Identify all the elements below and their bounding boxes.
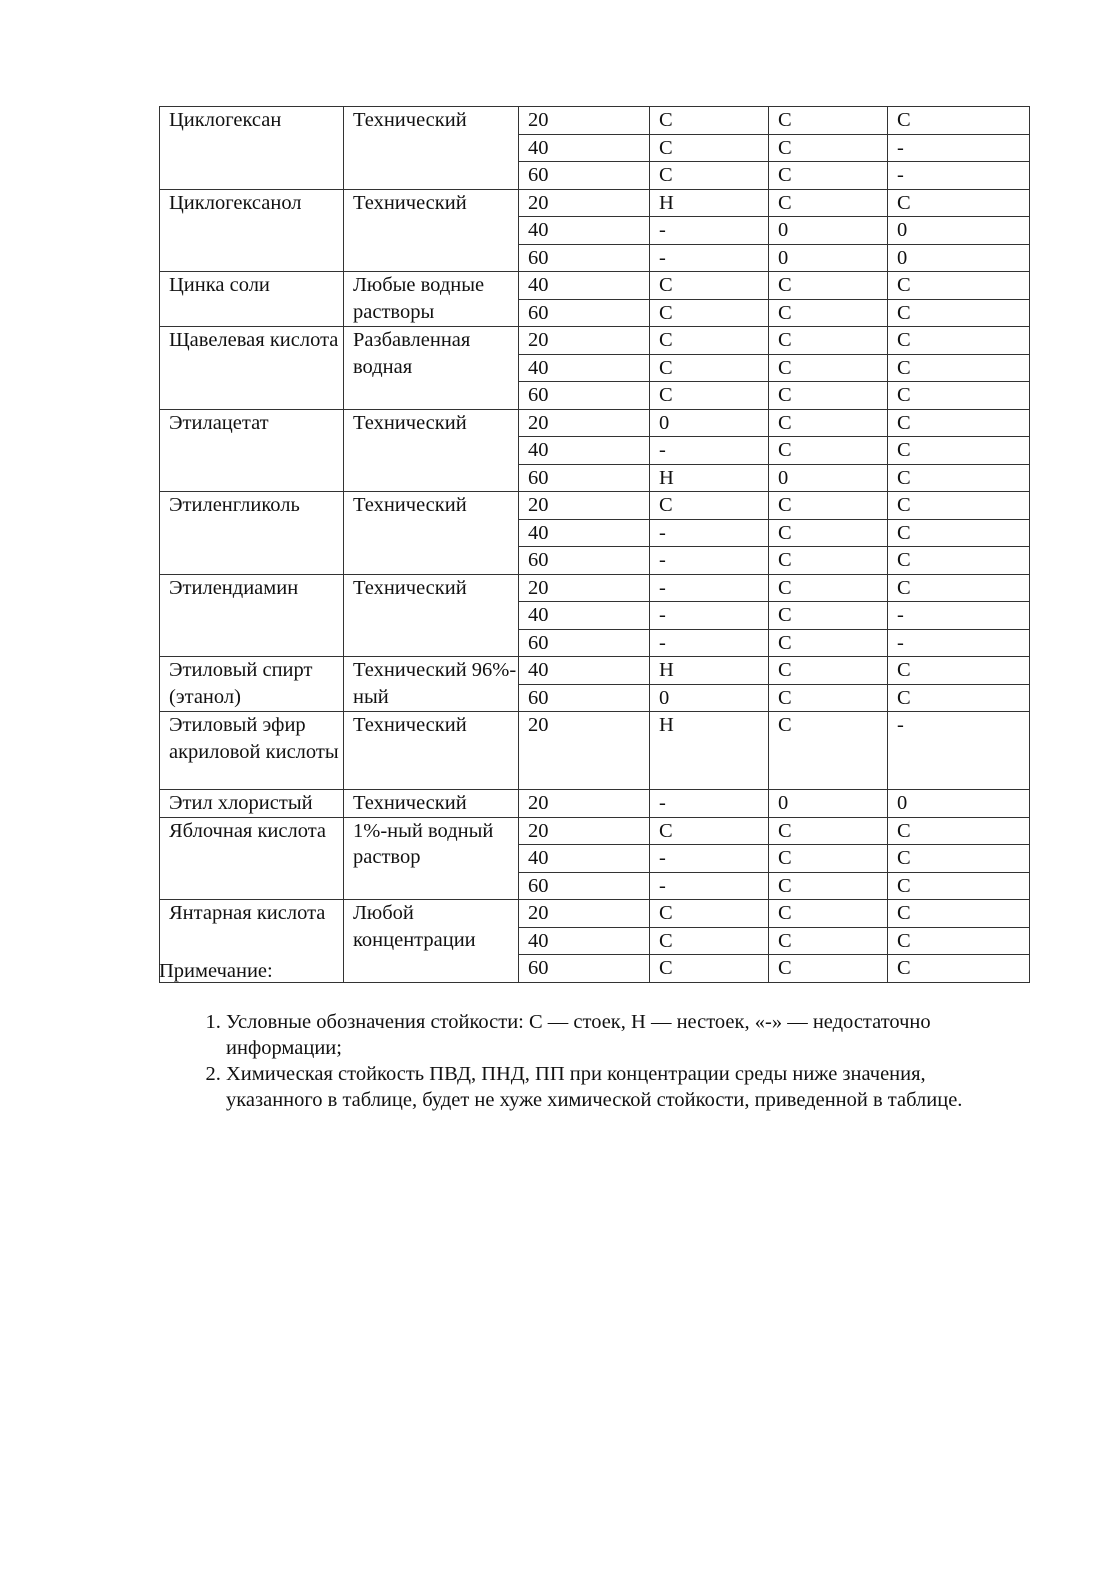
table-row xyxy=(160,790,1030,818)
resistance-cell: - xyxy=(650,217,769,245)
resistance-cell: - xyxy=(650,437,769,465)
resistance-cell: Н xyxy=(650,464,769,492)
temperature-cell: 60 xyxy=(519,244,650,272)
resistance-cell: С xyxy=(650,817,769,845)
resistance-cell: С xyxy=(650,327,769,355)
resistance-cell: - xyxy=(650,872,769,900)
substance-cell: Яблочная кислота xyxy=(160,817,344,900)
resistance-cell: 0 xyxy=(769,464,888,492)
resistance-cell: С xyxy=(769,327,888,355)
resistance-cell: - xyxy=(888,629,1030,657)
resistance-cell: С xyxy=(769,817,888,845)
resistance-cell: С xyxy=(888,927,1030,955)
concentration-cell: Технический xyxy=(344,107,519,190)
resistance-cell: С xyxy=(888,437,1030,465)
substance-cell: Этиловый эфир акриловой кислоты xyxy=(160,712,344,790)
note-item: 2. Химическая стойкость ПВД, ПНД, ПП при концентрации среды ниже значения, указанного в таблице, будет не хуже химической стойкости, приведенной в таблице. xyxy=(226,1061,1016,1113)
temperature-cell: 60 xyxy=(519,162,650,190)
resistance-cell: С xyxy=(769,684,888,712)
resistance-cell: С xyxy=(769,134,888,162)
resistance-cell: - xyxy=(888,712,1030,790)
resistance-cell: 0 xyxy=(888,217,1030,245)
substance-cell: Циклогексанол xyxy=(160,189,344,272)
resistance-cell: С xyxy=(650,492,769,520)
resistance-cell: Н xyxy=(650,657,769,685)
temperature-cell: 60 xyxy=(519,299,650,327)
resistance-cell: С xyxy=(888,574,1030,602)
substance-cell: Этиловый спирт (этанол) xyxy=(160,657,344,712)
concentration-cell: Технический xyxy=(344,574,519,657)
table-row xyxy=(160,657,1030,685)
resistance-cell: С xyxy=(888,519,1030,547)
resistance-cell: С xyxy=(888,547,1030,575)
temperature-cell: 20 xyxy=(519,492,650,520)
substance-cell: Цинка соли xyxy=(160,272,344,327)
temperature-cell: 40 xyxy=(519,354,650,382)
resistance-cell: С xyxy=(769,872,888,900)
resistance-cell: С xyxy=(769,354,888,382)
resistance-cell: С xyxy=(769,547,888,575)
resistance-cell: С xyxy=(769,107,888,135)
resistance-cell: - xyxy=(650,244,769,272)
temperature-cell: 40 xyxy=(519,845,650,873)
resistance-cell: С xyxy=(888,817,1030,845)
resistance-cell: С xyxy=(769,602,888,630)
temperature-cell: 20 xyxy=(519,712,650,790)
substance-cell: Этилендиамин xyxy=(160,574,344,657)
resistance-cell: С xyxy=(769,574,888,602)
resistance-cell: С xyxy=(888,409,1030,437)
resistance-cell: С xyxy=(769,629,888,657)
temperature-cell: 40 xyxy=(519,272,650,300)
resistance-cell: Н xyxy=(650,189,769,217)
concentration-cell: Технический xyxy=(344,189,519,272)
temperature-cell: 20 xyxy=(519,574,650,602)
resistance-cell: 0 xyxy=(888,790,1030,818)
temperature-cell: 40 xyxy=(519,657,650,685)
temperature-cell: 40 xyxy=(519,927,650,955)
resistance-cell: С xyxy=(888,900,1030,928)
resistance-cell: - xyxy=(650,574,769,602)
resistance-cell: С xyxy=(650,134,769,162)
resistance-cell: С xyxy=(769,845,888,873)
resistance-cell: С xyxy=(888,872,1030,900)
resistance-cell: С xyxy=(650,107,769,135)
table-row xyxy=(160,900,1030,928)
resistance-cell: С xyxy=(650,927,769,955)
concentration-cell: Технический 96%-ный xyxy=(344,657,519,712)
resistance-cell: С xyxy=(888,657,1030,685)
notes-title: Примечание: xyxy=(159,960,273,982)
resistance-cell: С xyxy=(888,955,1030,983)
resistance-cell: 0 xyxy=(769,790,888,818)
temperature-cell: 60 xyxy=(519,547,650,575)
resistance-cell: С xyxy=(888,189,1030,217)
temperature-cell: 60 xyxy=(519,684,650,712)
table-row xyxy=(160,189,1030,217)
resistance-cell: С xyxy=(888,684,1030,712)
concentration-cell: 1%-ный водный раствор xyxy=(344,817,519,900)
resistance-cell: Н xyxy=(650,712,769,790)
resistance-cell: 0 xyxy=(650,684,769,712)
resistance-cell: - xyxy=(650,845,769,873)
resistance-cell: С xyxy=(769,492,888,520)
concentration-cell: Технический xyxy=(344,492,519,575)
resistance-cell: С xyxy=(650,382,769,410)
table-row xyxy=(160,327,1030,355)
resistance-cell: С xyxy=(888,464,1030,492)
temperature-cell: 60 xyxy=(519,382,650,410)
resistance-cell: С xyxy=(769,409,888,437)
temperature-cell: 20 xyxy=(519,900,650,928)
resistance-cell: С xyxy=(650,162,769,190)
resistance-cell: - xyxy=(650,547,769,575)
resistance-cell: 0 xyxy=(650,409,769,437)
table-row xyxy=(160,409,1030,437)
substance-cell: Щавелевая кислота xyxy=(160,327,344,410)
resistance-cell: С xyxy=(888,382,1030,410)
resistance-cell: С xyxy=(769,382,888,410)
resistance-cell: С xyxy=(769,657,888,685)
resistance-cell: С xyxy=(769,927,888,955)
temperature-cell: 20 xyxy=(519,327,650,355)
resistance-cell: С xyxy=(650,354,769,382)
resistance-cell: С xyxy=(888,272,1030,300)
resistance-cell: - xyxy=(650,629,769,657)
concentration-cell: Технический xyxy=(344,712,519,790)
resistance-cell: С xyxy=(769,299,888,327)
temperature-cell: 60 xyxy=(519,872,650,900)
resistance-cell: 0 xyxy=(769,244,888,272)
resistance-cell: С xyxy=(769,162,888,190)
temperature-cell: 60 xyxy=(519,464,650,492)
resistance-cell: С xyxy=(650,272,769,300)
temperature-cell: 40 xyxy=(519,217,650,245)
resistance-cell: - xyxy=(650,519,769,547)
temperature-cell: 20 xyxy=(519,107,650,135)
resistance-cell: С xyxy=(888,299,1030,327)
table-row xyxy=(160,272,1030,300)
temperature-cell: 20 xyxy=(519,817,650,845)
resistance-cell: С xyxy=(769,712,888,790)
table-row xyxy=(160,712,1030,790)
resistance-cell: С xyxy=(769,900,888,928)
resistance-cell: С xyxy=(769,189,888,217)
concentration-cell: Любые водные растворы xyxy=(344,272,519,327)
table-row xyxy=(160,574,1030,602)
temperature-cell: 20 xyxy=(519,189,650,217)
concentration-cell: Технический xyxy=(344,409,519,492)
resistance-cell: С xyxy=(650,955,769,983)
substance-cell: Циклогексан xyxy=(160,107,344,190)
resistance-cell: - xyxy=(888,134,1030,162)
resistance-cell: 0 xyxy=(769,217,888,245)
resistance-cell: С xyxy=(888,354,1030,382)
resistance-cell: С xyxy=(650,900,769,928)
temperature-cell: 60 xyxy=(519,955,650,983)
temperature-cell: 20 xyxy=(519,790,650,818)
notes-list xyxy=(190,1009,1016,1113)
resistance-cell: - xyxy=(650,602,769,630)
temperature-cell: 40 xyxy=(519,437,650,465)
resistance-cell: С xyxy=(888,845,1030,873)
resistance-cell: С xyxy=(888,327,1030,355)
note-item: 1. Условные обозначения стойкости: С — стоек, Н — нестоек, «-» — недостаточно информации; xyxy=(226,1009,1016,1061)
table-row xyxy=(160,817,1030,845)
substance-cell: Этилацетат xyxy=(160,409,344,492)
resistance-cell: С xyxy=(888,107,1030,135)
resistance-cell: - xyxy=(650,790,769,818)
resistance-cell: С xyxy=(769,955,888,983)
temperature-cell: 40 xyxy=(519,134,650,162)
resistance-cell: - xyxy=(888,602,1030,630)
temperature-cell: 60 xyxy=(519,629,650,657)
chemical-resistance-table xyxy=(159,106,1030,983)
concentration-cell: Разбавленная водная xyxy=(344,327,519,410)
resistance-cell: С xyxy=(888,492,1030,520)
resistance-cell: С xyxy=(769,519,888,547)
concentration-cell: Технический xyxy=(344,790,519,818)
resistance-cell: С xyxy=(769,437,888,465)
table-row xyxy=(160,492,1030,520)
temperature-cell: 20 xyxy=(519,409,650,437)
resistance-cell: С xyxy=(769,272,888,300)
table-row xyxy=(160,107,1030,135)
resistance-cell: 0 xyxy=(888,244,1030,272)
resistance-cell: - xyxy=(888,162,1030,190)
temperature-cell: 40 xyxy=(519,519,650,547)
substance-cell: Этил хлористый xyxy=(160,790,344,818)
concentration-cell: Любой концентрации xyxy=(344,900,519,983)
temperature-cell: 40 xyxy=(519,602,650,630)
resistance-cell: С xyxy=(650,299,769,327)
substance-cell: Этиленгликоль xyxy=(160,492,344,575)
substance-cell: Янтарная кислота xyxy=(160,900,344,983)
